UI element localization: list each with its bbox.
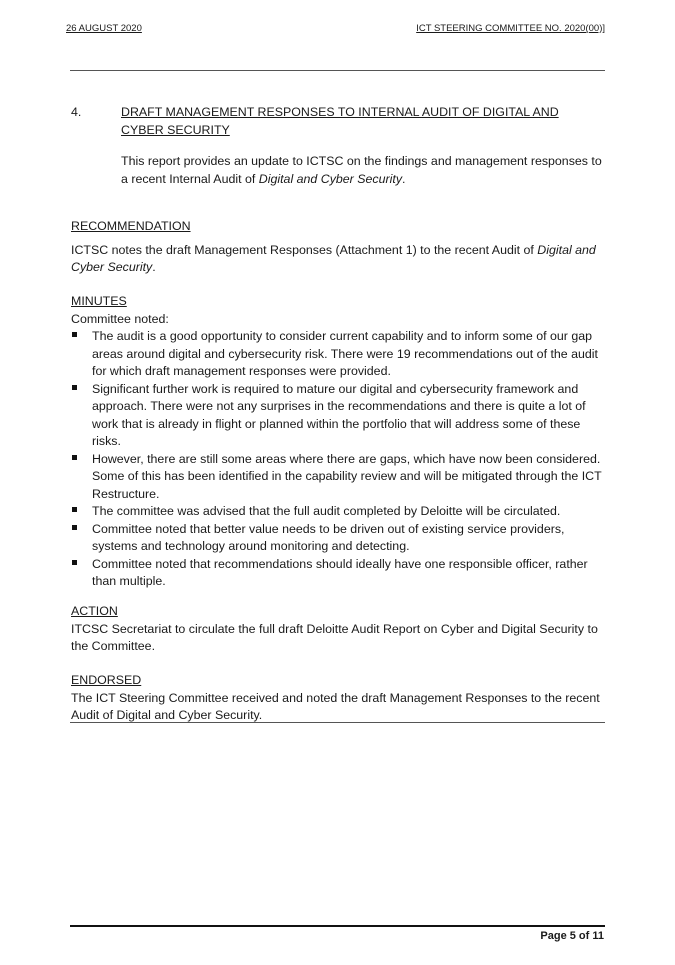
list-item-text: The audit is a good opportunity to consider current capability and to inform some of our gap areas around digital and cybersecurity risk. There were 19 recommendations out of the audit for which draft management responses were provided. [92,329,598,378]
bullet-icon [72,385,77,390]
minutes-section [71,293,606,591]
list-item [71,503,606,521]
item-title: DRAFT MANAGEMENT RESPONSES TO INTERNAL AUDIT OF DIGITAL AND CYBER SECURITY [121,105,559,137]
list-item-text: The committee was advised that the full audit completed by Deloitte will be circulated. [92,504,561,518]
item-summary-text: This report provides an update to ICTSC on the findings and management responses to a recent Internal Audit of [121,154,602,186]
list-item-text: However, there are still some areas where there are gaps, which have now been considered. Some of this has been identified in the capability review and will be mitigated through the ICT Restructure. [92,451,602,501]
header-divider [70,70,605,71]
minutes-intro: Committee noted: [71,311,169,326]
bullet-icon [72,525,77,530]
footer-divider [70,925,605,927]
list-item [71,381,606,451]
bullet-icon [72,332,77,337]
list-item-text: Significant further work is required to mature our digital and cybersecurity framework and approach. There were not any surprises in the recommendations and there is quite a lot of work that is already in flight or planned within the portfolio that will address some of these risks. [92,381,586,448]
recommendation-text-main: ICTSC notes the draft Management Responses (Attachment 1) to the recent Audit of [71,242,538,257]
list-item [71,328,606,381]
list-item-text: Committee noted that recommendations should ideally have one responsible officer, rather than multiple. [92,556,588,588]
endorsed-text: The ICT Steering Committee received and noted the draft Management Responses to the recent Audit of Digital and Cyber Security. [71,690,600,722]
header-committee: ICT STEERING COMMITTEE NO. 2020(00)] [416,23,605,34]
endorsed-section [71,672,606,725]
minutes-heading: MINUTES [71,294,127,308]
action-section [71,603,606,656]
item-summary [121,153,606,188]
item-summary-italic: Digital and Cyber Security [258,171,403,186]
header-date: 26 AUGUST 2020 [66,23,142,34]
bullet-icon [72,560,77,565]
bullet-icon [72,507,77,512]
list-item [71,451,606,504]
action-text: ITCSC Secretariat to circulate the full draft Deloitte Audit Report on Cyber and Digital Security to the Committee. [71,621,598,653]
recommendation-text [71,242,606,277]
minutes-list [71,328,606,591]
list-item [71,556,606,591]
list-item [71,521,606,556]
section-end-divider [70,722,605,723]
item-number: 4. [71,105,82,119]
bullet-icon [72,455,77,460]
list-item-text: Committee noted that better value needs to be driven out of existing service providers, systems and technology around monitoring and detecting. [92,521,565,553]
page-number: Page 5 of 11 [540,930,604,942]
recommendation-text-end: . [152,260,156,274]
action-heading: ACTION [71,604,118,618]
recommendation-text-italic: Digital and Cyber Security [71,242,596,274]
recommendation-heading: RECOMMENDATION [71,219,191,233]
endorsed-heading: ENDORSED [71,673,142,687]
item-summary-end: . [402,171,406,186]
recommendation-section [71,218,606,277]
